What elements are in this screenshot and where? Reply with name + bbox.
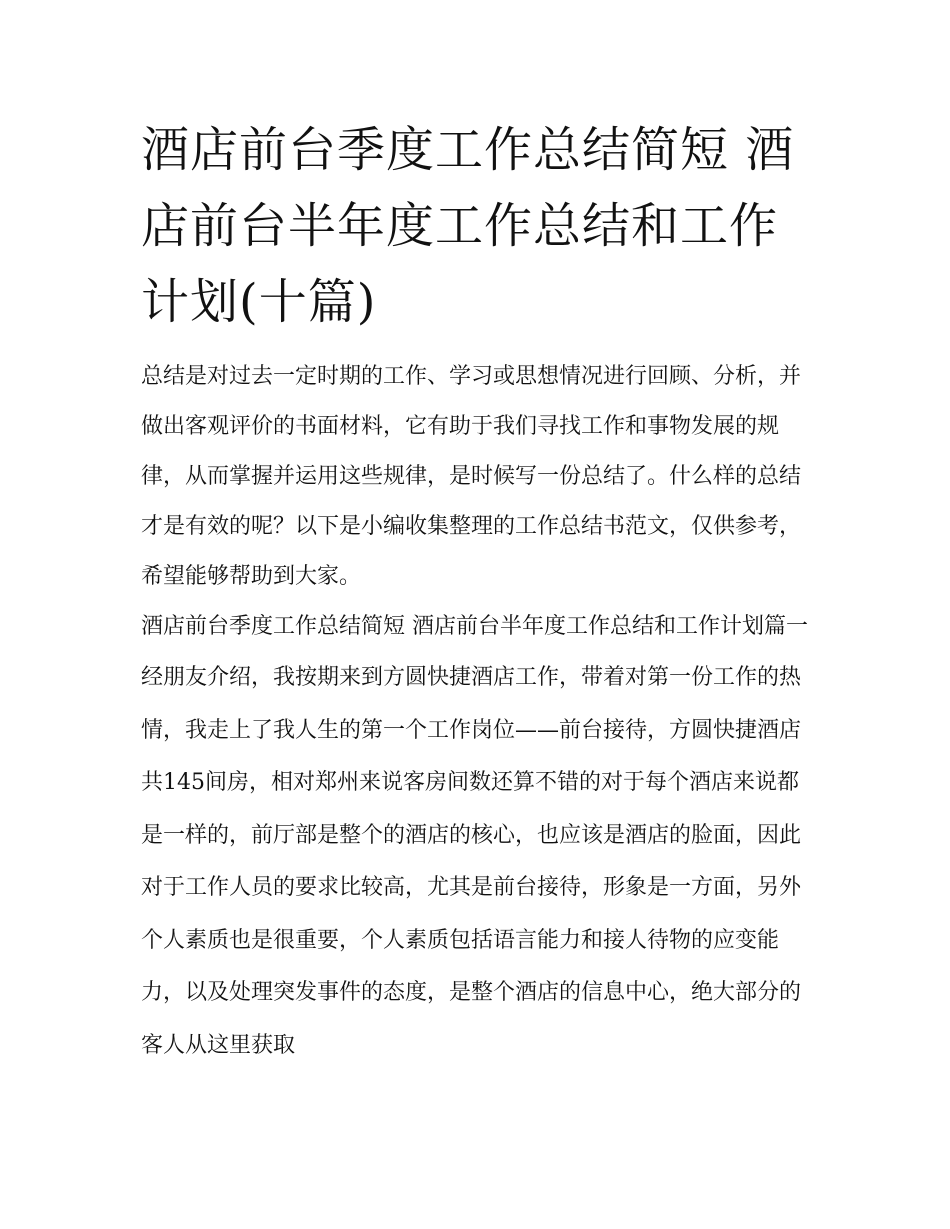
body-paragraph: 经朋友介绍，我按期来到方圆快捷酒店工作，带着对第一份工作的热情，我走上了我人生的第一个工作岗位——前台接待，方圆快捷酒店共145间房，相对郑州来说客房间数还算不错的对于每个酒店来说都是一样的，前厅部是整个的酒店的核心，也应该是酒店的脸面，因此对于工作人员的要求比较高，尤其是前台接待，形象是一方面，另外个人素质也是很重要，个人素质包括语言能力和接人待物的应变能力，以及处理突发事件的态度，是整个酒店的信息中心，绝大部分的客人从这里获取 (141, 665, 802, 1058)
intro-paragraph: 总结是对过去一定时期的工作、学习或思想情况进行回顾、分析，并做出客观评价的书面材料，它有助于我们寻找工作和事物发展的规律，从而掌握并运用这些规律，是时候写一份总结了。什么样的总结才是有效的呢？以下是小编收集整理的工作总结书范文，仅供参考，希望能够帮助到大家。 (141, 364, 802, 589)
document-title: 酒店前台季度工作总结简短 酒店前台半年度工作总结和工作计划(十篇) (141, 122, 795, 330)
document-page (141, 112, 813, 1072)
section-heading: 酒店前台季度工作总结简短 酒店前台半年度工作总结和工作计划篇一 (141, 614, 808, 639)
